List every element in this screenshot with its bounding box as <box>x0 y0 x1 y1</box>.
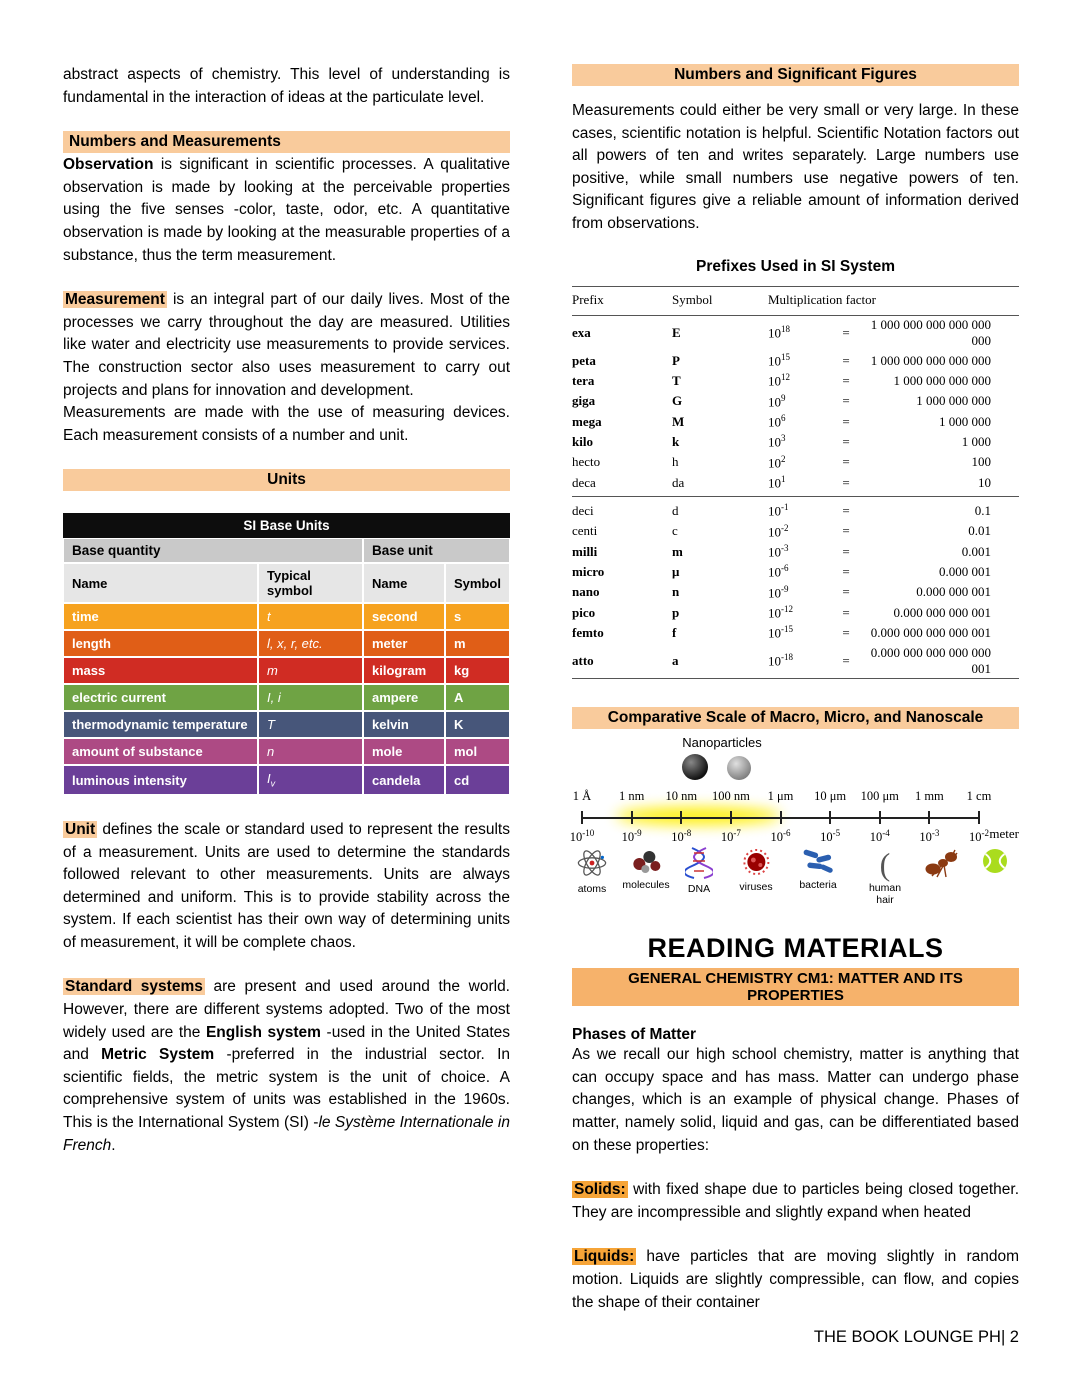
prefix-row <box>572 473 1019 497</box>
comparative-scale-figure <box>569 735 1019 917</box>
prefix-cell: 1 000 <box>961 434 991 450</box>
si-table-cell: kelvin <box>363 711 445 738</box>
prefixes-large-group <box>572 315 1019 497</box>
prefix-cell: tera <box>572 373 595 389</box>
prefix-cell: peta <box>572 352 596 368</box>
si-table-cell: kilogram <box>363 657 445 684</box>
prefix-cell: 0.000 000 000 000 000 001 <box>870 644 991 676</box>
prefix-cell: = <box>842 523 850 539</box>
prefixes-small-group <box>572 497 1019 679</box>
prefix-row <box>572 497 1019 521</box>
standard-text-3: -preferred in the industrial sector. In scientific fields, the metric system is the unit of choice. A comprehensive system of units was established in the 1960s. This is the International System (SI) - <box>63 1046 511 1132</box>
prefix-cell: 1 000 000 <box>939 413 991 429</box>
bacteria-icon <box>801 847 835 875</box>
ant-icon <box>924 847 960 879</box>
virus-icon <box>741 847 771 877</box>
si-base-units-table <box>63 513 510 795</box>
prefix-cell: a <box>672 652 679 668</box>
prefix-cell: G <box>672 393 683 409</box>
si-table-cell: K <box>445 711 510 738</box>
scale-item-dna <box>685 847 713 895</box>
standard-text-2: -used in the United States and <box>63 1023 510 1064</box>
tick-size-label: 10 nm <box>665 789 698 804</box>
observation-term: Observation <box>63 156 154 174</box>
si-table-cell: length <box>63 630 258 657</box>
prefix-cell: = <box>842 325 850 341</box>
tick-power-label: $10^{-9}$ <box>621 828 642 845</box>
right-column <box>569 64 1019 1347</box>
tick-power-label: $10^{-6}$ <box>770 828 791 845</box>
tick-size-label: 1 nm <box>618 789 645 804</box>
prefix-cell: = <box>828 497 864 521</box>
scale-label-molecules: molecules <box>622 879 670 892</box>
prefix-cell: 0.1 <box>864 497 1019 521</box>
page-footer: THE BOOK LOUNGE PH| 2 <box>813 1328 1019 1347</box>
prefix-cell: = <box>842 543 850 559</box>
prefix-cell: μ <box>672 564 680 579</box>
human-hair-icon: ( <box>879 846 891 883</box>
si-table-cell: time <box>63 603 258 630</box>
prefix-cell: = <box>842 564 850 579</box>
si-group-header-row <box>63 538 510 563</box>
measurement-text: is an integral part of our daily lives. Most of the processes we carry throughout the day are measured. Utilities like water and electricity use measurements to provide services. The construction sector also uses measurement to carry out projects and plans for innovation and development. <box>63 291 510 399</box>
tick-size-label: 10 μm <box>814 789 847 804</box>
si-table-cell: s <box>445 603 510 630</box>
si-table-cell: meter <box>363 630 445 657</box>
prefix-cell: micro <box>572 564 605 579</box>
si-table-cell: amount of substance <box>63 738 258 765</box>
tick-mark <box>631 811 633 824</box>
si-table-cell: mol <box>445 738 510 765</box>
prefix-cell: centi <box>572 523 598 539</box>
si-column-header-row <box>63 563 510 603</box>
prefix-cell: = <box>842 652 850 668</box>
prefix-row <box>572 623 1019 643</box>
prefix-row <box>572 351 1019 371</box>
tick-mark <box>829 811 831 824</box>
si-table-cell: thermodynamic temperature <box>63 711 258 738</box>
prefix-cell: n <box>672 584 680 600</box>
scale-label-dna: DNA <box>687 883 711 896</box>
prefixes-header-row <box>572 286 1019 315</box>
scale-label-human-hair: human hair <box>868 882 902 907</box>
prefix-cell: = <box>842 413 850 429</box>
prefix-cell: kilo <box>572 434 593 450</box>
prefix-cell: $10^6$ <box>768 413 786 430</box>
scale-item-bacteria <box>799 847 836 891</box>
si-col-name-unit: Name <box>363 563 445 603</box>
solids-term-highlight: Solids: <box>574 1181 626 1199</box>
molecule-icon <box>631 847 661 875</box>
prefix-cell: nano <box>572 584 600 600</box>
prefix-cell: deca <box>572 474 596 490</box>
tick-mark <box>928 811 930 824</box>
measuring-devices-paragraph: Measurements are made with the use of measuring devices. Each measurement consists of a number and unit. <box>63 404 510 444</box>
prefix-cell: milli <box>572 543 598 559</box>
prefix-cell: $10^{12}$ <box>768 372 790 389</box>
tick-size-label: 100 μm <box>860 789 899 804</box>
intro-paragraph: abstract aspects of chemistry. This level of understanding is fundamental in the interaction of ideas at the particulate level. <box>63 66 510 106</box>
si-title-row <box>63 513 510 538</box>
si-table-cell: cd <box>445 765 510 795</box>
metric-system-term: Metric System <box>101 1046 215 1064</box>
prefix-cell: = <box>842 352 850 368</box>
tick-mark <box>730 811 732 824</box>
dna-icon <box>685 847 713 879</box>
prefix-cell: = <box>842 584 850 600</box>
standard-systems-paragraph <box>63 976 510 1157</box>
prefix-cell: $10^{-1}$ <box>768 497 828 521</box>
prefix-cell: 1 000 000 000 000 <box>893 373 991 389</box>
prefix-cell: $10^{-12}$ <box>768 604 793 621</box>
tick-power-label: $10^{-5}$ <box>820 828 841 845</box>
prefix-cell: 1 000 000 000 000 000 000 <box>870 317 991 349</box>
systeme-internationale-term: le Système Internationale in French <box>63 1114 510 1154</box>
section-header-numbers-and-measurements: Numbers and Measurements <box>63 131 510 153</box>
scale-item-viruses <box>739 847 772 893</box>
prefix-cell: femto <box>572 624 604 640</box>
unit-text: defines the scale or standard used to represent the results of a measurement. Units are used to determine the standards followed relevant to other measurements. Units are always determined and uniform. This is to provide stability across the system. If each scientist has their own way of determining units of measurement, it will be complete chaos. <box>63 820 510 951</box>
si-table-cell: electric current <box>63 684 258 711</box>
prefixes-table-head <box>572 286 1019 315</box>
si-table-cell: $I_v$ <box>258 765 363 795</box>
prefix-cell: da <box>672 474 685 490</box>
prefix-row <box>572 542 1019 562</box>
left-column <box>63 64 510 1179</box>
prefix-cell: $10^9$ <box>768 392 786 410</box>
prefix-cell: 1 000 000 000 <box>916 393 991 409</box>
si-table-row <box>63 630 510 657</box>
prefix-cell: 0.000 001 <box>939 564 991 579</box>
prefix-cell: $10^{-15}$ <box>768 624 793 641</box>
nanoparticle-image-dark <box>682 754 708 780</box>
prefix-cell: = <box>842 624 850 640</box>
prefix-cell: deci <box>572 497 672 521</box>
tick-mark <box>780 811 782 824</box>
si-table-cell: t <box>258 603 363 630</box>
standard-systems-highlight: Standard systems <box>65 978 203 996</box>
english-system-term: English system <box>205 1023 321 1041</box>
nanoparticles-label: Nanoparticles <box>682 735 762 751</box>
prefix-cell: c <box>672 523 678 539</box>
tick-power-label: $10^{-7}$ <box>720 828 741 845</box>
section-header-comparative-scale: Comparative Scale of Macro, Micro, and Nanoscale <box>572 707 1019 729</box>
prefix-row <box>572 391 1019 411</box>
si-col-name-quantity: Name <box>63 563 258 603</box>
prefix-cell: atto <box>572 652 594 668</box>
prefix-cell: mega <box>572 413 602 429</box>
prefix-cell: P <box>672 352 680 368</box>
tennis-ball-icon <box>981 847 1009 875</box>
prefix-cell: $10^{-2}$ <box>768 522 789 540</box>
prefix-cell: $10^1$ <box>768 474 786 491</box>
tick-mark <box>581 811 583 824</box>
si-table-cell: candela <box>363 765 445 795</box>
prefix-cell: 0.01 <box>968 523 991 539</box>
prefix-row <box>572 603 1019 623</box>
prefixes-table-title: Prefixes Used in SI System <box>695 257 895 275</box>
prefix-row <box>572 452 1019 472</box>
prefix-row <box>572 582 1019 602</box>
prefix-cell: $10^{15}$ <box>768 352 790 369</box>
tick-mark <box>680 811 682 824</box>
si-prefixes-table <box>572 286 1019 680</box>
si-table-row <box>63 684 510 711</box>
prefix-cell: $10^{-6}$ <box>768 563 789 580</box>
nanoparticle-image-light <box>727 756 751 780</box>
si-col-symbol: Symbol <box>445 563 510 603</box>
liquids-term-highlight: Liquids: <box>574 1248 635 1266</box>
prefix-row <box>572 521 1019 541</box>
col-header-prefix: Prefix <box>572 286 672 315</box>
solids-text: with fixed shape due to particles being closed together. They are incompressible and slightly expand when heated <box>572 1181 1019 1221</box>
si-table-body <box>63 603 510 795</box>
prefix-cell: 10 <box>978 474 991 490</box>
scale-label-atoms: atoms <box>577 883 607 896</box>
si-table-cell: l, x, r, etc. <box>258 630 363 657</box>
prefix-cell: 0.000 000 000 001 <box>893 604 991 620</box>
col-header-symbol: Symbol <box>672 286 768 315</box>
prefix-row <box>572 371 1019 391</box>
si-table-cell: I, i <box>258 684 363 711</box>
phases-paragraph: As we recall our high school chemistry, matter is anything that can occupy space and has mass. Matter can undergo phase changes, which is an example of physical change. Phases of matter, namely solid, liquid and gas, can be differentiated based on these properties: <box>572 1046 1019 1154</box>
prefix-cell: = <box>842 454 850 470</box>
measurement-term-highlight: Measurement <box>65 291 165 309</box>
si-col-typical-symbol: Typical symbol <box>258 563 363 603</box>
prefix-cell: 0.001 <box>961 543 991 559</box>
prefix-cell: M <box>672 413 685 429</box>
scale-item-atoms <box>576 847 608 895</box>
tick-mark <box>978 811 980 824</box>
prefix-cell: f <box>672 624 677 640</box>
scale-item-human-hair <box>862 847 908 906</box>
col-header-multiplication-factor: Multiplication factor <box>768 286 1019 315</box>
tick-power-label: $10^{-3}$ <box>919 828 940 845</box>
prefix-cell: d <box>672 497 768 521</box>
si-table-cell: ampere <box>363 684 445 711</box>
prefix-cell: = <box>842 434 850 450</box>
prefix-cell: = <box>842 393 850 409</box>
si-table-cell: n <box>258 738 363 765</box>
prefix-row <box>572 432 1019 452</box>
prefix-cell: giga <box>572 393 596 409</box>
si-table-cell: mole <box>363 738 445 765</box>
si-table-cell: m <box>258 657 363 684</box>
si-table-row <box>63 603 510 630</box>
prefix-cell: hecto <box>572 454 601 470</box>
prefix-row <box>572 562 1019 582</box>
scale-item-ant <box>924 847 960 882</box>
tick-mark <box>879 811 881 824</box>
si-table-row <box>63 738 510 765</box>
section-header-significant-figures: Numbers and Significant Figures <box>572 64 1019 86</box>
nanoscale-highlight-glow <box>616 807 781 825</box>
standard-text-1: are present and used around the world. However, there are different systems adopted. Two of the most widely used are the <box>63 978 510 1041</box>
observation-text: is significant in scientific processes. A qualitative observation is made by looking at the perceivable properties using the five senses -color, taste, odor, etc. A quantitative observation is made by looking at the measurable properties of a substance, thus the term measurement. <box>63 156 510 264</box>
tick-power-label: $10^{-8}$ <box>671 828 692 845</box>
prefix-cell: = <box>842 373 850 389</box>
reading-materials-title: READING MATERIALS <box>647 933 944 964</box>
prefix-cell: m <box>672 543 683 559</box>
tick-power-label: $10^{-10}$ <box>569 828 595 845</box>
phases-of-matter-header: Phases of Matter <box>572 1026 697 1044</box>
prefix-cell: $10^2$ <box>768 453 786 471</box>
liquids-text: have particles that are moving slightly in random motion. Liquids are slightly compressible, can flow, and copies the shape of their container <box>572 1248 1019 1311</box>
si-table-cell: luminous intensity <box>63 765 258 795</box>
standard-text-end: . <box>111 1136 116 1154</box>
prefix-cell: = <box>842 474 850 490</box>
prefix-cell: $10^{-9}$ <box>768 583 789 600</box>
si-group-base-unit: Base unit <box>363 538 510 563</box>
section-header-units: Units <box>63 469 510 491</box>
tick-size-label: 1 mm <box>914 789 944 804</box>
observation-paragraph <box>63 154 510 267</box>
unit-paragraph <box>63 819 510 955</box>
tick-size-label: 1 Å <box>572 789 592 804</box>
si-table-cell: mass <box>63 657 258 684</box>
solids-paragraph <box>572 1179 1019 1224</box>
tick-size-label: 1 μm <box>767 789 794 804</box>
si-table-row <box>63 711 510 738</box>
tick-size-label: 100 nm <box>711 789 750 804</box>
prefix-cell: $10^{-3}$ <box>768 543 789 560</box>
prefix-row <box>572 315 1019 351</box>
prefix-cell: $10^{18}$ <box>768 324 790 341</box>
scale-item-molecules <box>622 847 669 891</box>
prefix-row <box>572 643 1019 679</box>
si-group-base-quantity: Base quantity <box>63 538 363 563</box>
scale-label-bacteria: bacteria <box>799 879 837 892</box>
prefix-cell: 100 <box>971 454 991 470</box>
atom-icon <box>576 847 608 879</box>
prefix-cell: p <box>672 604 680 620</box>
prefix-cell: 0.000 000 001 <box>916 584 991 600</box>
unit-term-highlight: Unit <box>65 820 96 838</box>
si-table-cell: kg <box>445 657 510 684</box>
prefix-cell: pico <box>572 604 596 620</box>
prefix-row <box>572 412 1019 432</box>
si-table-cell: second <box>363 603 445 630</box>
si-table-cell: A <box>445 684 510 711</box>
prefix-cell: h <box>672 454 679 470</box>
prefix-cell: 0.000 000 000 000 001 <box>870 624 991 640</box>
liquids-paragraph <box>572 1246 1019 1314</box>
si-table-row <box>63 765 510 795</box>
prefix-cell: T <box>672 373 681 389</box>
meter-unit-label: meter <box>989 826 1019 842</box>
prefix-cell: E <box>672 325 681 341</box>
tick-power-label: $10^{-4}$ <box>869 828 890 845</box>
scale-axis <box>569 789 992 845</box>
scale-item-tennis-ball <box>981 847 1009 878</box>
prefix-cell: 1 000 000 000 000 000 <box>870 352 991 368</box>
tick-size-label: 1 cm <box>966 789 992 804</box>
measurement-paragraph <box>63 289 510 402</box>
scale-label-viruses: viruses <box>739 881 773 894</box>
si-table-cell: T <box>258 711 363 738</box>
two-column-layout <box>63 64 1017 1347</box>
si-table-cell: m <box>445 630 510 657</box>
prefix-cell: $10^3$ <box>768 433 786 450</box>
prefix-cell: k <box>672 434 680 450</box>
prefix-cell: = <box>842 604 850 620</box>
tick-power-label: $10^{-2}$ <box>969 828 989 845</box>
general-chemistry-subtitle: GENERAL CHEMISTRY CM1: MATTER AND ITS PROPERTIES <box>572 968 1019 1006</box>
significant-figures-paragraph: Measurements could either be very small or very large. In these cases, scientific notation is helpful. Scientific Notation factors out all powers of ten and writes separately. Large numbers use positive, while small numbers use negative powers of ten. Significant figures give a reliable amount of information derived from observations. <box>572 102 1019 232</box>
prefix-cell: exa <box>572 325 591 341</box>
prefix-cell: $10^{-18}$ <box>768 651 793 669</box>
si-table-title: SI Base Units <box>63 513 510 538</box>
si-table-row <box>63 657 510 684</box>
